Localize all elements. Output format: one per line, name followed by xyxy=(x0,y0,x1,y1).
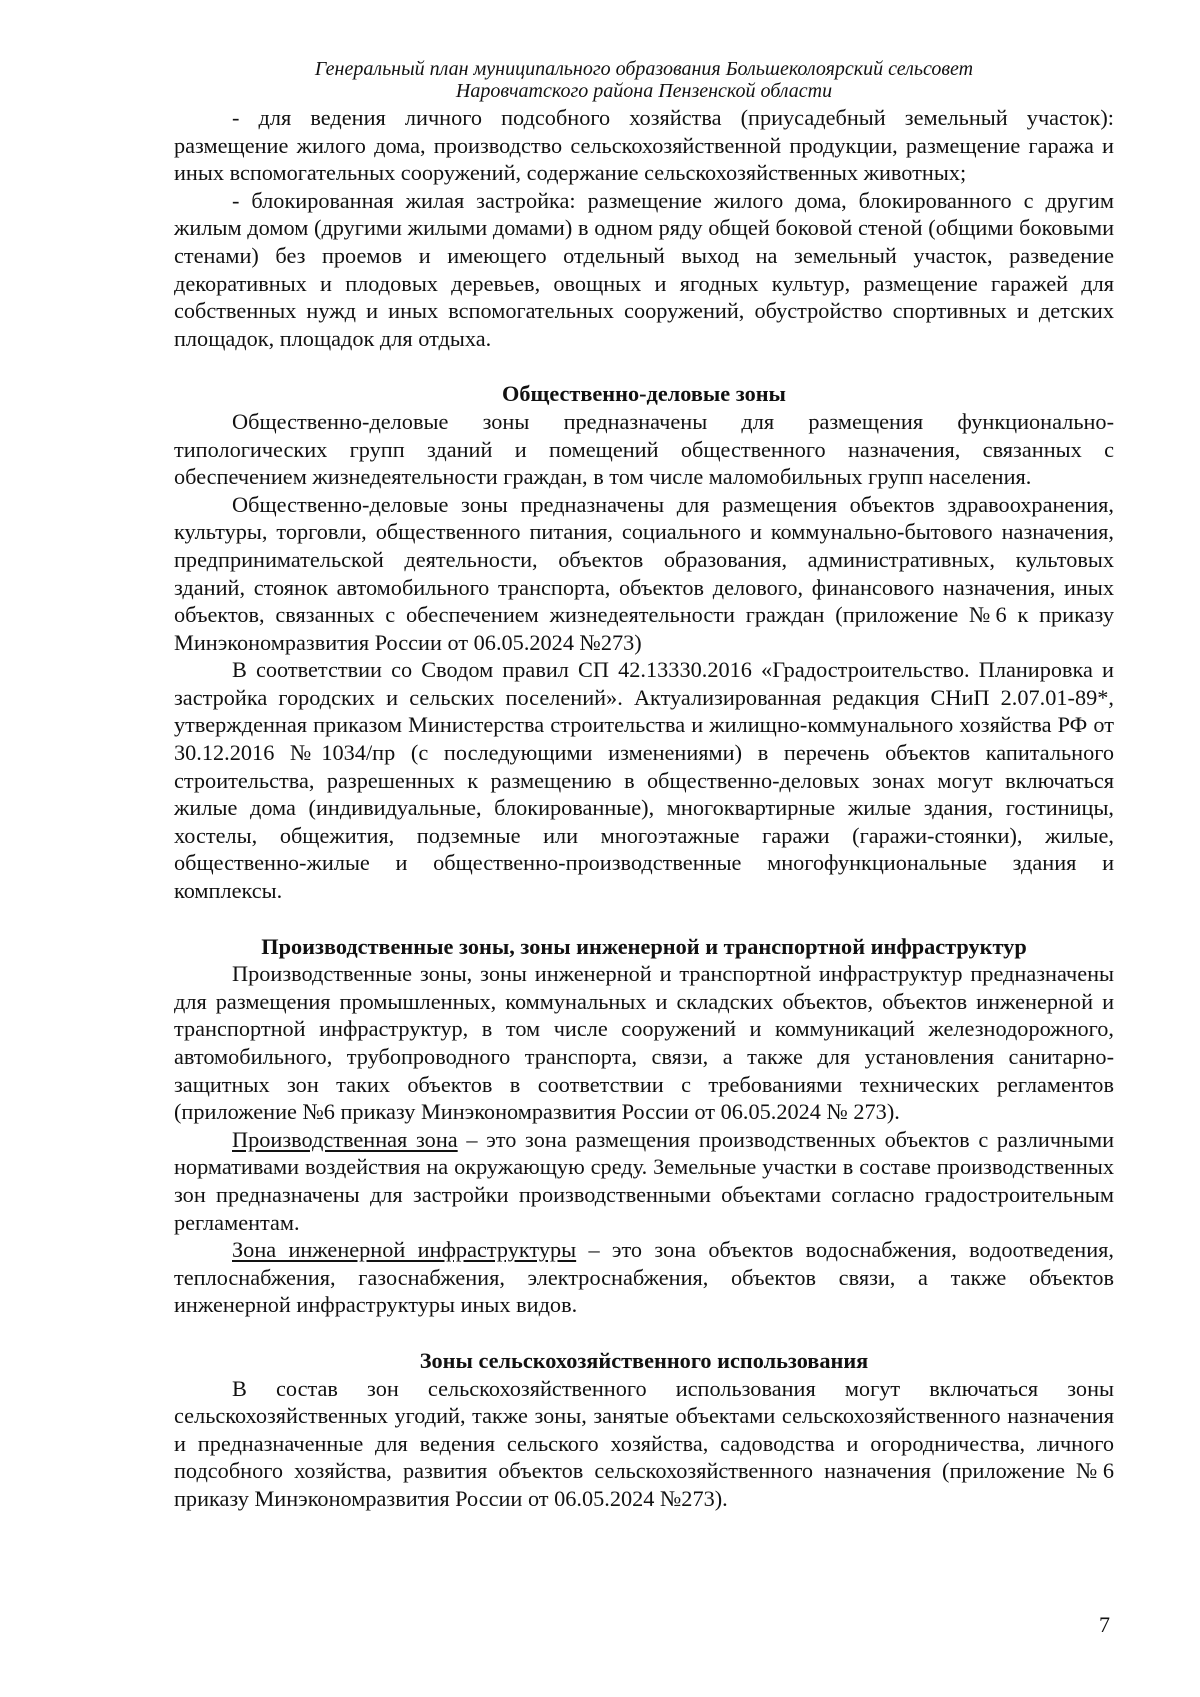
section2-paragraph-1: Производственные зоны, зоны инженерной и транспортной инфраструктур предназначены для размещения промышленных, коммунальных и складских объектов, объектов инженерной и транспортной инфраструктур, в том числе сооружений и коммуникаций железнодорожного, автомобильного, трубопроводного транспорта, связи, а также для установления санитарно-защитных зон таких объектов в соответствии с требованиями технических регламентов (приложение №6 приказу Минэкономразвития России от 06.05.2024 № 273). xyxy=(174,961,1114,1125)
section-title-agricultural: Зоны сельскохозяйственного использования xyxy=(419,1347,869,1373)
header-line-1: Генеральный план муниципального образования Большеколоярский сельсовет xyxy=(314,58,974,80)
section3-paragraph-1: В состав зон сельскохозяйственного использования могут включаться зоны сельскохозяйственных угодий, также зоны, занятые объектами сельскохозяйственного назначения и предназначенные для ведения сельского хозяйства, садоводства и огородничества, личного подсобного хозяйства, развития объектов сельскохозяйственного назначения (приложение №6 приказу Минэкономразвития России от 06.05.2024 №273). xyxy=(174,1375,1114,1511)
section1-paragraph-3: В соответствии со Сводом правил СП 42.13330.2016 «Градостроительство. Планировка и застройка городских и сельских поселений». Актуализированная редакция СНиП 2.07.01-89*, утвержденная приказом Министерства строительства и жилищно-коммунального хозяйства РФ от 30.12.2016 №1034/пр (с последующими изменениями) в перечень объектов капитального строительства, разрешенных к размещению в общественно-деловых зонах могут включаться жилые дома (индивидуальные, блокированные), многоквартирные жилые здания, гостиницы, хостелы, общежития, подземные или многоэтажные гаражи (гаражи-стоянки), жилые, общественно-жилые и общественно-производственные многофункциональные здания и комплексы. xyxy=(174,657,1114,904)
section1-paragraph-1: Общественно-деловые зоны предназначены для размещения функционально-типологических групп зданий и помещений общественного назначения, связанных с обеспечением жизнедеятельности граждан, в том числе маломобильных групп населения. xyxy=(174,408,1114,490)
section-title-public-business: Общественно-деловые зоны xyxy=(502,381,786,407)
intro-paragraph-2: - блокированная жилая застройка: размещение жилого дома, блокированного с другим жилым домом (другими жилыми домами) в одном ряду общей боковой стеной (общими боковыми стенами) без проемов и имеющего отдельный выход на земельный участок, разведение декоративных и плодовых деревьев, овощных и ягодных культур, размещение гаражей для собственных нужд и иных вспомогательных сооружений, обустройство спортивных и детских площадок, площадок для отдыха. xyxy=(174,187,1114,351)
document-body xyxy=(174,104,1114,1513)
header-line-2: Наровчатского района Пензенской области xyxy=(455,80,833,102)
running-header xyxy=(174,58,1114,102)
section-title-industrial: Производственные зоны, зоны инженерной и транспортной инфраструктур xyxy=(261,933,1027,959)
section2-paragraph-3-text: – это зона объектов водоснабжения, водоотведения, теплоснабжения, газоснабжения, электроснабжения, объектов связи, а также объектов инженерной инфраструктуры иных видов. xyxy=(174,1237,1115,1318)
section2-paragraph-3 xyxy=(174,1236,1114,1319)
term-engineering-zone: Зона инженерной инфраструктуры xyxy=(232,1237,577,1263)
page-number: 7 xyxy=(1099,1612,1110,1637)
intro-paragraph-1: - для ведения личного подсобного хозяйства (приусадебный земельный участок): размещение жилого дома, производство сельскохозяйственной продукции, размещение гаража и иных вспомогательных сооружений, содержание сельскохозяйственных животных; xyxy=(174,105,1114,186)
term-industrial-zone: Производственная зона xyxy=(232,1126,458,1152)
section2-paragraph-2 xyxy=(174,1126,1114,1236)
section1-paragraph-2: Общественно-деловые зоны предназначены для размещения объектов здравоохранения, культуры, торговли, общественного питания, социального и коммунально-бытового назначения, предпринимательской деятельности, объектов образования, административных, культовых зданий, стоянок автомобильного транспорта, объектов делового, финансового назначения, иных объектов, связанных с обеспечением жизнедеятельности граждан (приложение №6 к приказу Минэкономразвития России от 06.05.2024 №273) xyxy=(174,491,1114,655)
section2-paragraph-2-text: – это зона размещения производственных объектов с различными нормативами воздействия на окружающую среду. Земельные участки в составе производственных зон предназначены для застройки производственными объектами согласно градостроительным регламентам. xyxy=(174,1126,1115,1235)
